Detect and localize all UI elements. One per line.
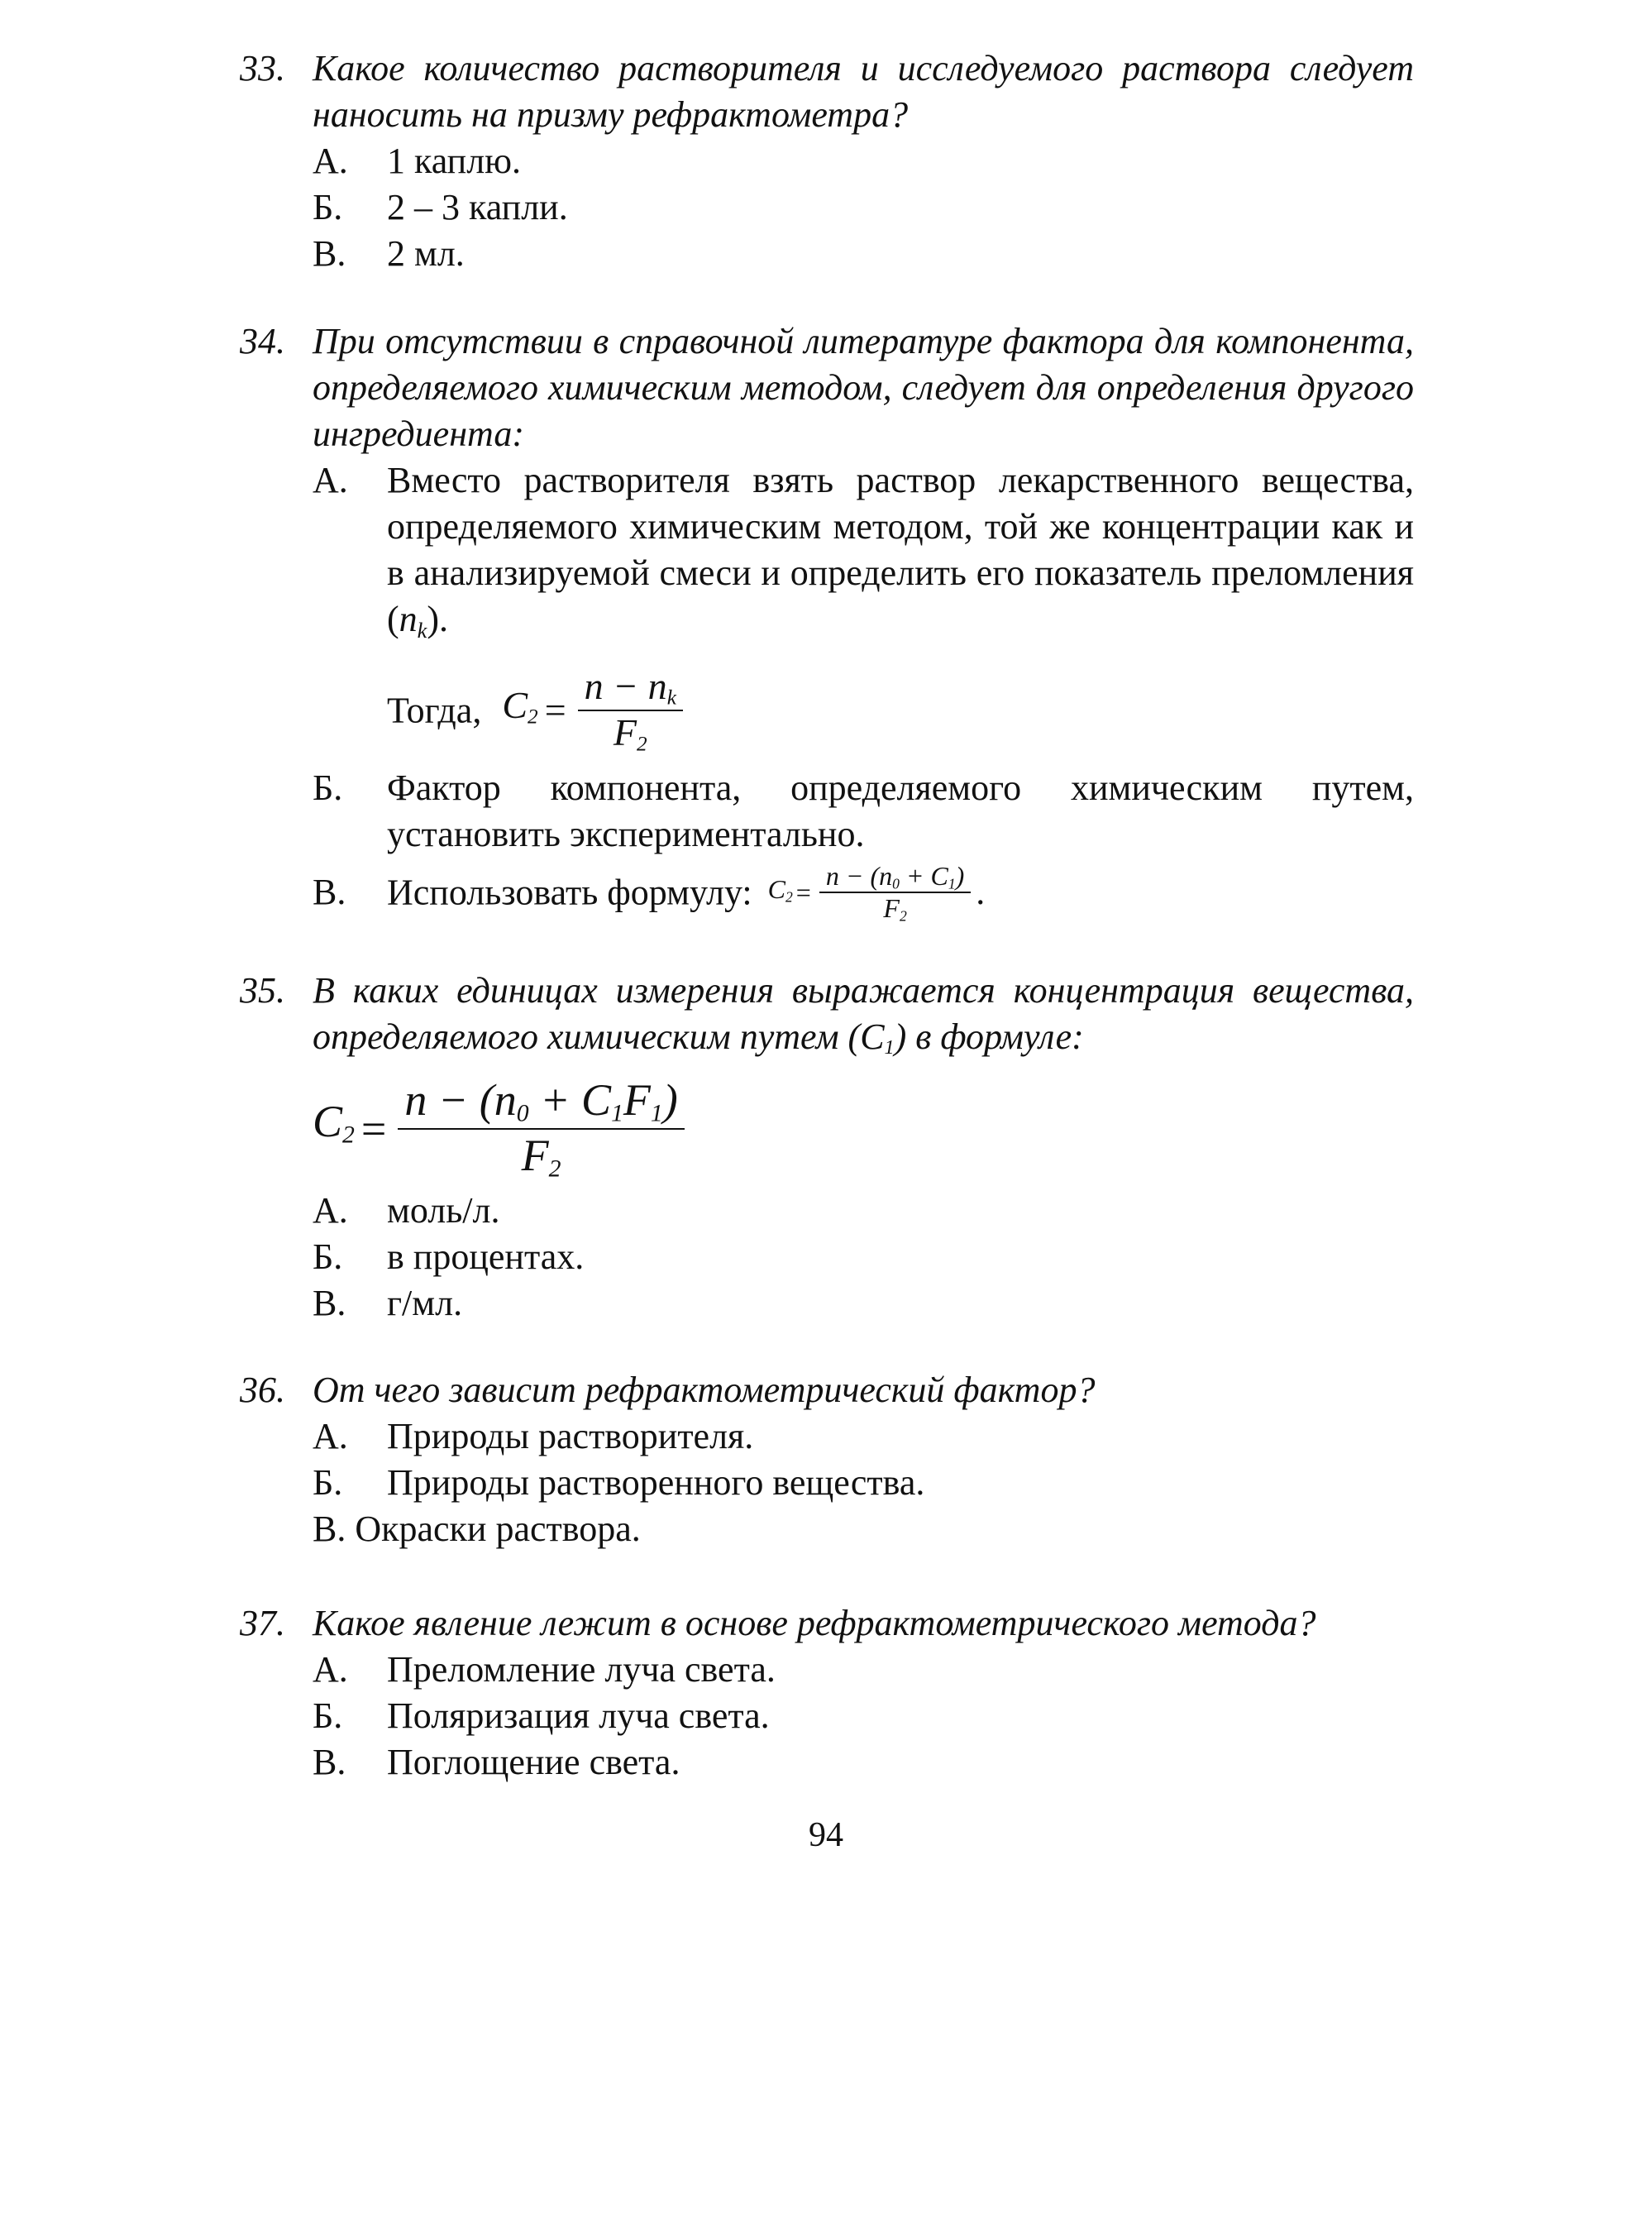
formula-denominator bbox=[876, 893, 913, 925]
formula-fraction bbox=[578, 665, 683, 757]
question-text: Какое явление лежит в основе рефрактометрического метода? bbox=[313, 1603, 1316, 1643]
answer-options bbox=[313, 138, 1414, 277]
formula-equals: = bbox=[544, 689, 566, 732]
option-letter: Б. bbox=[313, 767, 343, 808]
numerator-part: n − (n bbox=[404, 1075, 517, 1126]
option-text bbox=[387, 457, 1414, 653]
numerator-part: ) bbox=[662, 1075, 678, 1126]
option-text: 2 – 3 капли. bbox=[387, 187, 568, 227]
answer-option-b bbox=[313, 765, 1414, 858]
refractive-index-symbol: n bbox=[399, 599, 418, 639]
option-text: г/мл. bbox=[387, 1283, 463, 1324]
then-label: Тогда, bbox=[387, 690, 482, 731]
formula-fraction bbox=[819, 861, 971, 925]
option-text: моль/л. bbox=[387, 1190, 500, 1231]
formula-lhs bbox=[313, 1098, 355, 1158]
answer-option-a bbox=[313, 138, 1414, 184]
numerator-part: + C bbox=[528, 1075, 612, 1126]
answer-option-c bbox=[313, 1506, 1414, 1552]
question-33 bbox=[240, 45, 1414, 277]
option-text: Преломление луча света. bbox=[387, 1649, 776, 1690]
option-text bbox=[387, 861, 1414, 925]
answer-options bbox=[313, 1647, 1414, 1786]
numerator-subscript: 0 bbox=[516, 1100, 529, 1127]
numerator-part: F bbox=[623, 1075, 651, 1126]
denominator-text: F bbox=[883, 893, 900, 924]
answer-option-a bbox=[313, 457, 1414, 653]
answer-options bbox=[313, 1188, 1414, 1327]
option-letter: Б. bbox=[313, 1236, 343, 1278]
numerator-subscript: 0 bbox=[892, 875, 900, 892]
question-35 bbox=[240, 968, 1414, 1327]
answer-options bbox=[313, 457, 1414, 925]
question-number: 37. bbox=[240, 1603, 285, 1643]
option-text: в процентах. bbox=[387, 1236, 585, 1278]
option-text-body: Использовать формулу: bbox=[387, 872, 752, 913]
option-letter: Б. bbox=[313, 1695, 343, 1736]
numerator-text: n − n bbox=[584, 664, 667, 707]
answer-option-b bbox=[313, 1460, 1414, 1506]
formula-numerator bbox=[819, 861, 971, 894]
question-number: 33. bbox=[240, 48, 285, 88]
option-text: Поляризация луча света. bbox=[387, 1695, 770, 1736]
answer-option-a bbox=[313, 1188, 1414, 1234]
page-number: 94 bbox=[809, 1816, 843, 1854]
formula-equals: = bbox=[795, 877, 811, 908]
option-text: Природы растворителя. bbox=[387, 1416, 754, 1456]
question-text: При отсутствии в справочной литературе фактора для компонента, определяемого химическим методом, следует для определения другого ингредиента: bbox=[313, 321, 1414, 454]
formula-line-a bbox=[313, 665, 1414, 757]
option-text: В. Окраски раствора. bbox=[313, 1509, 641, 1549]
question-36 bbox=[240, 1367, 1414, 1552]
option-letter: А. bbox=[313, 1190, 348, 1231]
denominator-subscript: 2 bbox=[899, 907, 907, 925]
numerator-subscript: 1 bbox=[948, 875, 956, 892]
question-34 bbox=[240, 318, 1414, 925]
formula-lhs-symbol: C bbox=[502, 683, 528, 726]
answer-option-c bbox=[313, 861, 1414, 925]
formula-numerator bbox=[578, 665, 683, 711]
formula-lhs-symbol: C bbox=[767, 873, 785, 904]
option-letter: А. bbox=[313, 1649, 348, 1690]
question-text-tail: ) в формуле: bbox=[894, 1016, 1084, 1057]
numerator-subscript: k bbox=[666, 686, 676, 710]
question-37 bbox=[240, 1600, 1414, 1786]
indent-spacer bbox=[313, 665, 387, 757]
formula-c2-full bbox=[313, 1074, 690, 1183]
formula-lhs-symbol: C bbox=[313, 1097, 343, 1147]
formula-c2-with-c1 bbox=[768, 861, 986, 925]
option-text: Природы растворенного вещества. bbox=[387, 1462, 925, 1503]
option-text: 1 каплю. bbox=[387, 141, 522, 181]
numerator-subscript: 1 bbox=[611, 1100, 623, 1127]
formula-denominator bbox=[515, 1130, 568, 1183]
question-number: 34. bbox=[240, 321, 285, 361]
option-letter: В. bbox=[313, 872, 346, 913]
option-letter: Б. bbox=[313, 1462, 343, 1503]
numerator-part: n − (n bbox=[825, 860, 893, 891]
option-text: Поглощение света. bbox=[387, 1742, 680, 1782]
formula-numerator bbox=[398, 1074, 684, 1130]
denominator-text: F bbox=[521, 1130, 549, 1180]
formula-c2-simple bbox=[502, 665, 688, 757]
answer-options bbox=[313, 1413, 1414, 1552]
answer-option-b bbox=[313, 1693, 1414, 1739]
numerator-part: ) bbox=[955, 860, 965, 891]
question-text bbox=[313, 968, 1414, 1071]
formula-denominator bbox=[607, 711, 654, 756]
answer-option-c bbox=[313, 1739, 1414, 1786]
formula-lhs-subscript: 2 bbox=[342, 1121, 355, 1149]
answer-option-a bbox=[313, 1413, 1414, 1460]
question-formula-block bbox=[313, 1074, 1414, 1183]
formula-lhs-subscript: 2 bbox=[528, 704, 538, 728]
formula-equals: = bbox=[360, 1103, 387, 1154]
answer-option-b bbox=[313, 184, 1414, 231]
answer-option-a bbox=[313, 1647, 1414, 1693]
option-letter: В. bbox=[313, 1742, 346, 1782]
answer-option-b bbox=[313, 1234, 1414, 1280]
question-number: 36. bbox=[240, 1370, 285, 1410]
formula-lhs bbox=[502, 682, 537, 739]
numerator-subscript: 1 bbox=[650, 1100, 663, 1127]
formula-lhs bbox=[768, 866, 793, 920]
option-letter: А. bbox=[313, 460, 348, 500]
option-letter: А. bbox=[313, 141, 348, 181]
denominator-text: F bbox=[613, 711, 637, 754]
option-text: 2 мл. bbox=[387, 233, 465, 274]
option-text-body: Вместо растворителя взять раствор лекарственного вещества, определяемого химическим методом, той же концентрации как и в анализируемой смеси и определить его показатель преломления ( bbox=[387, 460, 1414, 639]
option-text-tail: ). bbox=[427, 599, 449, 639]
refractive-index-subscript: k bbox=[417, 617, 427, 643]
option-text: Фактор компонента, определяемого химическим путем, установить экспериментально. bbox=[387, 767, 1414, 854]
question-text-subscript: 1 bbox=[884, 1036, 895, 1059]
option-letter: В. bbox=[313, 233, 346, 274]
option-letter: В. bbox=[313, 1283, 346, 1324]
formula-line-content bbox=[387, 665, 1414, 757]
question-number: 35. bbox=[240, 970, 285, 1011]
numerator-part: + C bbox=[899, 860, 948, 891]
formula-lhs-subscript: 2 bbox=[785, 887, 793, 905]
option-letter: А. bbox=[313, 1416, 348, 1456]
denominator-subscript: 2 bbox=[637, 732, 647, 756]
question-text: От чего зависит рефрактометрический фактор? bbox=[313, 1370, 1096, 1410]
denominator-subscript: 2 bbox=[548, 1155, 561, 1183]
option-letter: Б. bbox=[313, 187, 343, 227]
question-text: Какое количество растворителя и исследуемого раствора следует наносить на призму рефрактометра? bbox=[313, 48, 1414, 135]
formula-fraction bbox=[398, 1074, 684, 1183]
answer-option-c bbox=[313, 231, 1414, 277]
formula-period: . bbox=[976, 872, 986, 913]
answer-option-c bbox=[313, 1280, 1414, 1327]
question-text-body: В каких единицах измерения выражается концентрация вещества, определяемого химическим путем (C bbox=[313, 970, 1414, 1057]
